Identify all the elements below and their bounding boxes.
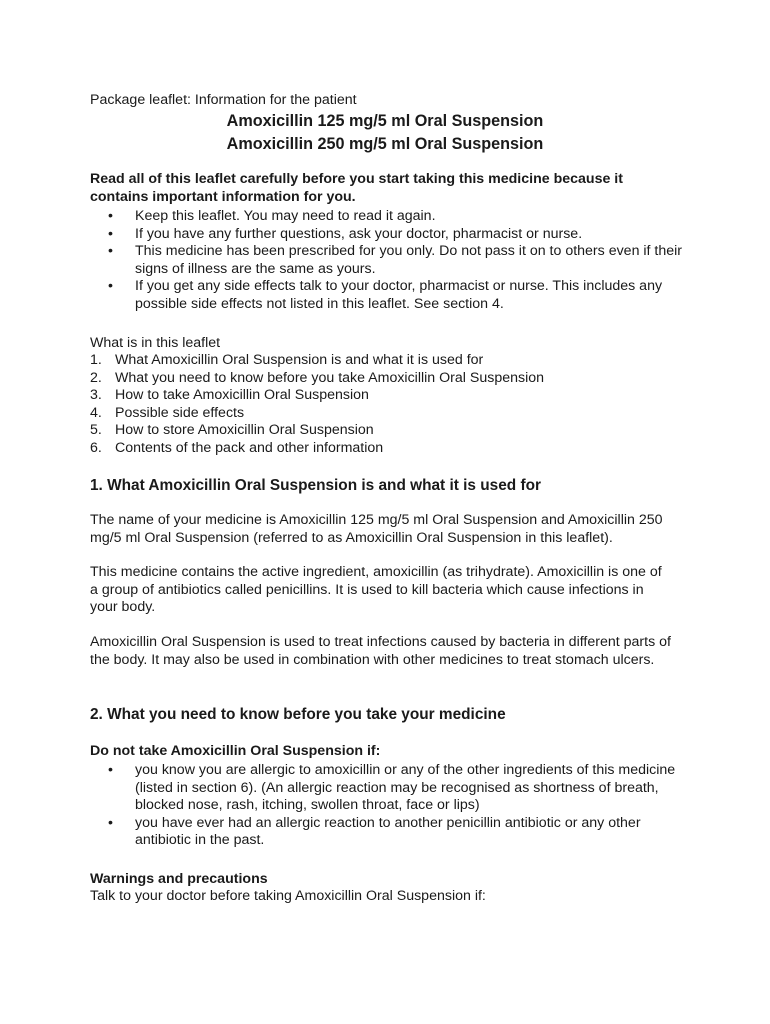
- list-number: 5.: [90, 422, 102, 438]
- list-text: How to store Amoxicillin Oral Suspension: [115, 422, 374, 438]
- contents-heading: What is in this leaflet: [90, 335, 221, 351]
- list-item: [90, 387, 690, 405]
- section-1-paragraph-3: Amoxicillin Oral Suspension is used to treat infections caused by bacteria in different parts of the body. It may also be used in combination with other medicines to treat stomach ulcers.: [90, 634, 671, 668]
- contents-list: [90, 352, 690, 457]
- list-item: [90, 352, 690, 370]
- list-item: [90, 370, 690, 388]
- warnings-text: Talk to your doctor before taking Amoxicillin Oral Suspension if:: [90, 888, 486, 904]
- list-text: What you need to know before you take Amoxicillin Oral Suspension: [115, 369, 545, 386]
- list-text: What Amoxicillin Oral Suspension is and what it is used for: [115, 352, 484, 368]
- do-not-take-bullet-list: [90, 762, 685, 850]
- list-number: 4.: [90, 404, 102, 421]
- section-1-paragraph-2: This medicine contains the active ingredient, amoxicillin (as trihydrate). Amoxicillin is one of a group of antibiotics called penicillins. It is used to kill bacteria which cause infections in your body.: [90, 564, 662, 615]
- list-text: Contents of the pack and other information: [115, 439, 384, 456]
- list-number: 3.: [90, 387, 102, 403]
- section-1-heading: 1. What Amoxicillin Oral Suspension is and what it is used for: [90, 477, 541, 494]
- title-line-2: Amoxicillin 250 mg/5 ml Oral Suspension: [226, 135, 544, 153]
- list-item: • Keep this leaflet. You may need to read it again.: [90, 208, 695, 226]
- list-item: [90, 440, 690, 458]
- list-number: 2.: [90, 369, 102, 386]
- intro-bullet-list: [90, 208, 695, 313]
- section-2-heading: 2. What you need to know before you take your medicine: [90, 706, 506, 723]
- list-item: • This medicine has been prescribed for you only. Do not pass it on to others even if their signs of illness are the same as yours.: [90, 243, 695, 278]
- section-1-paragraph-1: The name of your medicine is Amoxicillin 125 mg/5 ml Oral Suspension and Amoxicillin 250 mg/5 ml Oral Suspension (referred to as Amoxicillin Oral Suspension in this leaflet).: [90, 512, 663, 546]
- leaflet-label: Package leaflet: Information for the patient: [90, 92, 357, 108]
- do-not-take-heading: Do not take Amoxicillin Oral Suspension if:: [90, 743, 381, 759]
- list-item: [90, 405, 690, 423]
- list-item: • If you have any further questions, ask your doctor, pharmacist or nurse.: [90, 226, 695, 244]
- list-text: How to take Amoxicillin Oral Suspension: [115, 387, 369, 403]
- list-item: • you have ever had an allergic reaction to another penicillin antibiotic or any other antibiotic in the past.: [90, 815, 685, 850]
- list-item: • you know you are allergic to amoxicillin or any of the other ingredients of this medicine (listed in section 6). (An allergic reaction may be recognised as shortness of breath, blocked nose, rash, itching, swollen throat, face or lips): [90, 762, 685, 815]
- list-text: Possible side effects: [115, 404, 245, 421]
- list-number: 6.: [90, 439, 102, 456]
- list-item: [90, 422, 690, 440]
- list-number: 1.: [90, 352, 102, 368]
- warnings-heading: Warnings and precautions: [90, 871, 268, 887]
- title-line-1: Amoxicillin 125 mg/5 ml Oral Suspension: [226, 112, 544, 130]
- list-item: • If you get any side effects talk to your doctor, pharmacist or nurse. This includes any possible side effects not listed in this leaflet. See section 4.: [90, 278, 695, 313]
- intro-heading: Read all of this leaflet carefully before you start taking this medicine because it contains important information for you.: [90, 171, 623, 205]
